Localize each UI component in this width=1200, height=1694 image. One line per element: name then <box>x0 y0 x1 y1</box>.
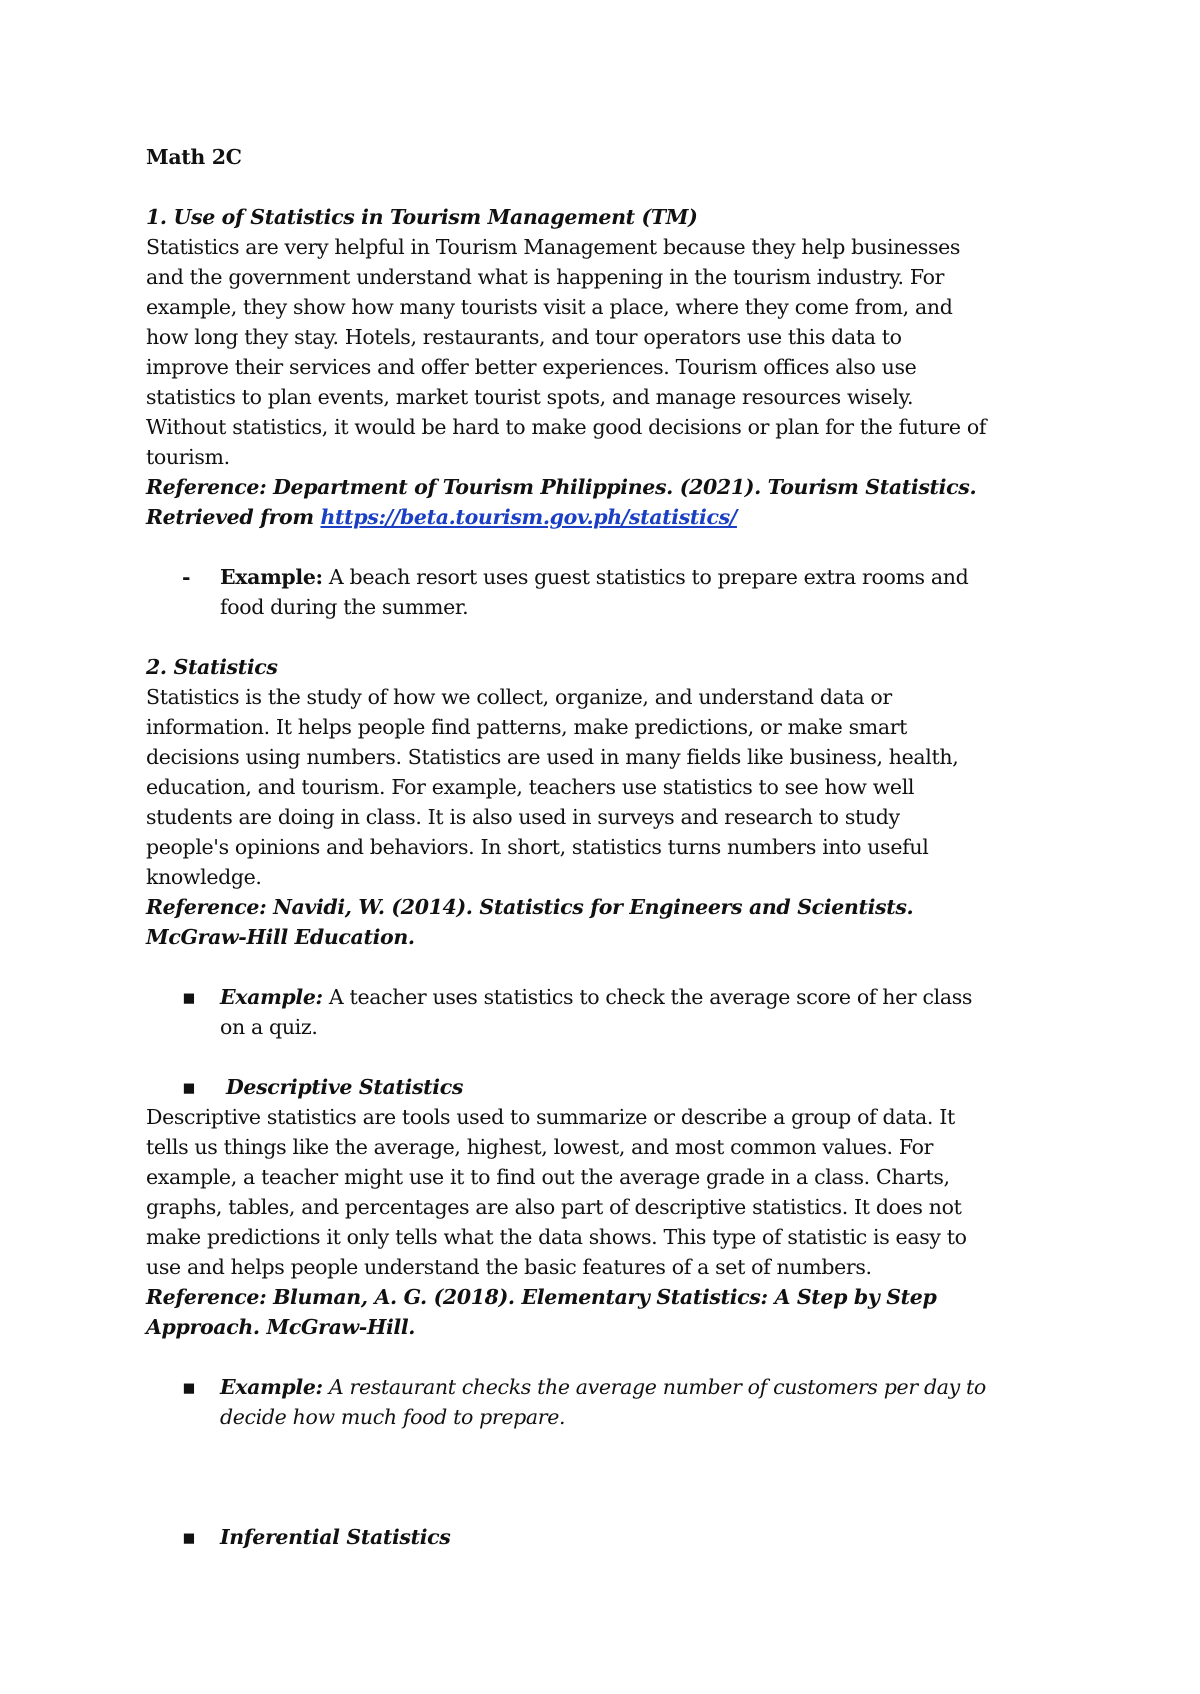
body-line: example, a teacher might use it to find out the average grade in a class. Charts, <box>146 1165 950 1189</box>
spacer <box>146 1462 1076 1492</box>
spacer <box>146 172 1076 202</box>
body-line: decisions using numbers. Statistics are used in many fields like business, health, <box>146 745 959 769</box>
body-line: Statistics are very helpful in Tourism Management because they help businesses <box>146 235 961 259</box>
square-bullet-icon: ▪ <box>182 985 196 1009</box>
example-text-continued: on a quiz. <box>220 1015 318 1039</box>
example-text-continued: food during the summer. <box>220 595 469 619</box>
section-2-body <box>146 682 1076 892</box>
square-bullet-icon: ▪ <box>182 1525 196 1549</box>
body-line: people's opinions and behaviors. In short, statistics turns numbers into useful <box>146 835 929 859</box>
section-3-body <box>146 1102 1076 1282</box>
dash-bullet-icon: - <box>182 565 191 589</box>
section-3-reference-publisher: Approach. McGraw-Hill. <box>146 1315 416 1339</box>
body-line: how long they stay. Hotels, restaurants, and tour operators use this data to <box>146 325 902 349</box>
section-3-reference: Reference: Bluman, A. G. (2018). Elementary Statistics: A Step by Step <box>146 1285 937 1309</box>
square-bullet-icon: ▪ <box>182 1375 196 1399</box>
reference-retrieved-label: Retrieved from <box>146 505 321 529</box>
body-line: and the government understand what is happening in the tourism industry. For <box>146 265 945 289</box>
square-bullet-icon: ▪ <box>182 1075 196 1099</box>
body-line: Statistics is the study of how we collect, organize, and understand data or <box>146 685 892 709</box>
body-line: information. It helps people find patterns, make predictions, or make smart <box>146 715 908 739</box>
spacer <box>146 532 1076 562</box>
example-label: Example: <box>220 985 323 1009</box>
document-title: Math 2C <box>146 145 242 169</box>
document-page <box>146 142 1076 1552</box>
section-1-heading: 1. Use of Statistics in Tourism Management (TM) <box>146 205 698 229</box>
section-1-reference: Reference: Department of Tourism Philippines. (2021). Tourism Statistics. <box>146 475 977 499</box>
body-line: make predictions it only tells what the data shows. This type of statistic is easy to <box>146 1225 967 1249</box>
spacer <box>146 622 1076 652</box>
example-label: Example: <box>220 565 323 589</box>
example-label: Example: <box>220 1375 323 1399</box>
spacer <box>146 1042 1076 1072</box>
spacer <box>146 952 1076 982</box>
section-4-heading-row <box>146 1522 1076 1552</box>
example-text: A teacher uses statistics to check the average score of her class <box>322 985 973 1009</box>
tourism-statistics-link[interactable]: https://beta.tourism.gov.ph/statistics/ <box>320 505 737 529</box>
example-text-continued: decide how much food to prepare. <box>220 1405 566 1429</box>
section-3-example <box>146 1372 1076 1432</box>
section-2-example <box>146 982 1076 1042</box>
section-3-heading: Descriptive Statistics <box>226 1075 464 1099</box>
example-text: A beach resort uses guest statistics to prepare extra rooms and <box>322 565 969 589</box>
body-line: tells us things like the average, highest, lowest, and most common values. For <box>146 1135 934 1159</box>
section-1-body <box>146 232 1076 472</box>
section-1-reference-retrieved <box>146 502 1076 532</box>
section-4-heading: Inferential Statistics <box>220 1525 451 1549</box>
body-line: students are doing in class. It is also used in surveys and research to study <box>146 805 900 829</box>
body-line: example, they show how many tourists visit a place, where they come from, and <box>146 295 953 319</box>
spacer <box>146 1432 1076 1462</box>
spacer <box>146 1492 1076 1522</box>
section-3-heading-row <box>146 1072 1076 1102</box>
spacer <box>146 1342 1076 1372</box>
body-line: Without statistics, it would be hard to make good decisions or plan for the future of <box>146 415 987 439</box>
body-line: knowledge. <box>146 865 262 889</box>
example-text: A restaurant checks the average number of customers per day to <box>322 1375 986 1399</box>
section-2-reference: Reference: Navidi, W. (2014). Statistics for Engineers and Scientists. <box>146 895 914 919</box>
body-line: use and helps people understand the basic features of a set of numbers. <box>146 1255 872 1279</box>
body-line: tourism. <box>146 445 230 469</box>
body-line: improve their services and offer better experiences. Tourism offices also use <box>146 355 917 379</box>
body-line: graphs, tables, and percentages are also part of descriptive statistics. It does not <box>146 1195 962 1219</box>
section-2-reference-publisher: McGraw-Hill Education. <box>146 925 415 949</box>
body-line: education, and tourism. For example, teachers use statistics to see how well <box>146 775 915 799</box>
section-2-heading: 2. Statistics <box>146 655 278 679</box>
body-line: Descriptive statistics are tools used to summarize or describe a group of data. It <box>146 1105 955 1129</box>
body-line: statistics to plan events, market tourist spots, and manage resources wisely. <box>146 385 914 409</box>
section-1-example <box>146 562 1076 622</box>
